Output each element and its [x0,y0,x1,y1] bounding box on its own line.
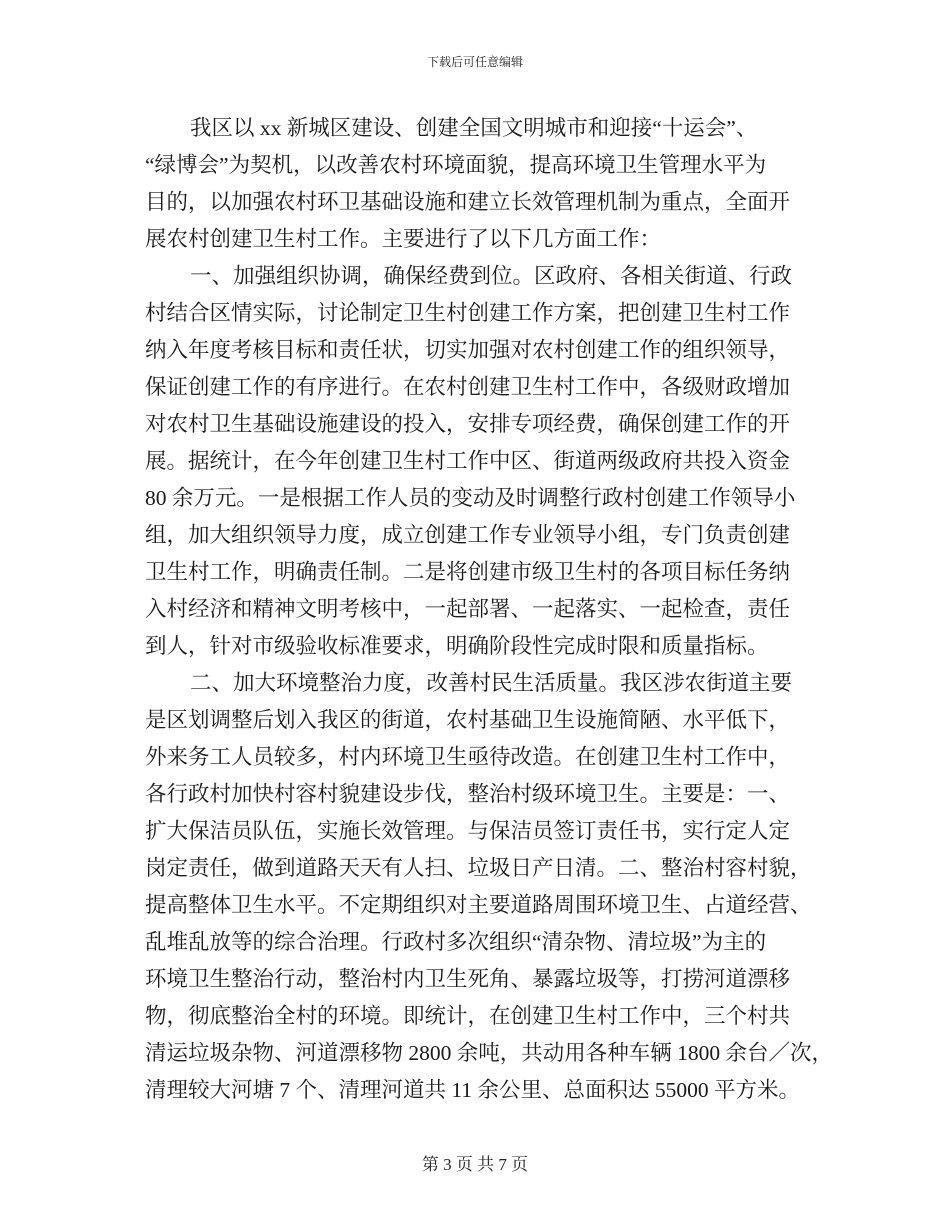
page-header-note: 下载后可任意编辑 [426,55,523,69]
text-line: 村结合区情实际，讨论制定卫生村创建工作方案，把创建卫生村工作 [145,301,791,325]
text-line: 各行政村加快村容村貌建设步伐，整治村级环境卫生。主要是：一、 [145,782,791,806]
text-line: 到人，针对市级验收标准要求，明确阶段性完成时限和质量指标。 [145,634,769,658]
text-line: 80 余万元。一是根据工作人员的变动及时调整行政村创建工作领导小 [145,486,796,510]
page-number: 第 3 页 共 7 页 [421,1155,529,1174]
text-line: 我区以 xx 新城区建设、创建全国文明城市和迎接“十运会”、 [190,116,758,140]
text-line: 组，加大组织领导力度，成立创建工作专业领导小组，专门负责创建 [145,523,791,547]
text-line: 展。据统计，在今年创建卫生村工作中区、街道两级政府共投入资金 [145,449,791,473]
text-line: 外来务工人员较多，村内环境卫生亟待改造。在创建卫生村工作中， [145,745,791,769]
document-body [145,110,845,1109]
text-line: 清运垃圾杂物、河道漂移物 2800 余吨，共动用各种车辆 1800 余台／次， [145,1041,834,1065]
text-line: 是区划调整后划入我区的街道，农村基础卫生设施简陋、水平低下， [145,708,791,732]
text-line: 目的，以加强农村环卫基础设施和建立长效管理机制为重点，全面开 [145,190,791,214]
text-line: 保证创建工作的有序进行。在农村创建卫生村工作中，各级财政增加 [145,375,791,399]
text-line: 岗定责任，做到道路天天有人扫、垃圾日产日清。二、整治村容村貌， [145,856,812,880]
text-line: 二、加大环境整治力度，改善村民生活质量。我区涉农街道主要 [190,671,793,695]
text-line: 乱堆乱放等的综合治理。行政村多次组织“清杂物、清垃圾”为主的 [145,930,767,954]
text-line: 一、加强组织协调，确保经费到位。区政府、各相关街道、行政 [190,264,793,288]
text-line: 纳入年度考核目标和责任状，切实加强对农村创建工作的组织领导， [145,338,791,362]
text-line: 入村经济和精神文明考核中，一起部署、一起落实、一起检查，责任 [145,597,791,621]
text-line: 卫生村工作，明确责任制。二是将创建市级卫生村的各项目标任务纳 [145,560,791,584]
paragraph-section-1 [145,258,845,665]
text-line: 清理较大河塘 7 个、清理河道共 11 余公里、总面积达 55000 平方米。 [145,1078,800,1102]
text-line: 展农村创建卫生村工作。主要进行了以下几方面工作： [145,227,662,251]
text-line: 提高整体卫生水平。不定期组织对主要道路周围环境卫生、占道经营、 [145,893,812,917]
paragraph-section-2 [145,665,845,1109]
text-line: 对农村卫生基础设施建设的投入，安排专项经费，确保创建工作的开 [145,412,791,436]
paragraph-intro [145,110,845,258]
text-line: 环境卫生整治行动，整治村内卫生死角、暴露垃圾等，打捞河道漂移 [145,967,791,991]
text-line: “绿博会”为契机，以改善农村环境面貌，提高环境卫生管理水平为 [145,153,767,177]
text-line: 物，彻底整治全村的环境。即统计，在创建卫生村工作中，三个村共 [145,1004,791,1028]
text-line: 扩大保洁员队伍，实施长效管理。与保洁员签订责任书，实行定人定 [145,819,791,843]
